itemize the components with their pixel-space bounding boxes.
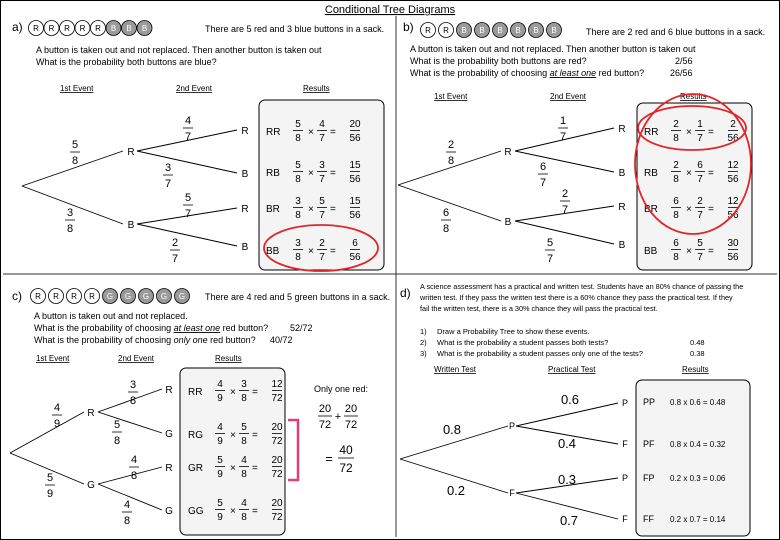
result-calculation: 0.2 x 0.3 = 0.06 — [670, 474, 726, 483]
section-b-sack-text: There are 2 red and 6 blue buttons in a sack. — [586, 27, 766, 37]
section-b-answer-3: 26/56 — [670, 68, 693, 78]
bead-icon — [91, 21, 106, 36]
svg-text:=: = — [252, 463, 258, 474]
section-c-header-results: Results — [215, 354, 242, 363]
svg-text:2: 2 — [673, 119, 679, 130]
svg-text:7: 7 — [164, 178, 172, 190]
tree-node-label: P — [621, 473, 629, 483]
section-d-header-results: Results — [682, 365, 709, 374]
svg-text:8: 8 — [241, 393, 247, 404]
svg-text:2: 2 — [697, 196, 703, 207]
section-c-beads — [31, 289, 190, 304]
tree-node-label: G — [87, 480, 95, 491]
svg-text:2: 2 — [673, 160, 679, 171]
svg-text:R: R — [35, 292, 41, 301]
tree-node-label: G — [165, 506, 173, 517]
svg-text:×: × — [686, 204, 692, 215]
svg-text:G: G — [178, 292, 186, 301]
section-d-paragraph-3: fail the written test, there is a 30% chance they will pass the practical test. — [420, 304, 658, 313]
svg-text:12: 12 — [271, 379, 283, 390]
svg-text:56: 56 — [349, 174, 361, 185]
svg-text:20: 20 — [349, 119, 361, 130]
svg-text:G: G — [106, 292, 114, 301]
section-c-header-first: 1st Event — [36, 354, 70, 363]
bead-icon — [103, 289, 118, 304]
svg-text:RB: RB — [644, 168, 658, 179]
section-a-header-first: 1st Event — [60, 84, 94, 93]
svg-text:7: 7 — [697, 252, 703, 263]
svg-text:2: 2 — [319, 238, 325, 249]
svg-text:8: 8 — [673, 174, 679, 185]
svg-text:5: 5 — [295, 160, 301, 171]
result-outcome: PF — [643, 439, 655, 449]
section-b-label: b) — [403, 20, 414, 34]
svg-text:BB: BB — [644, 246, 658, 257]
svg-text:=: = — [325, 451, 333, 466]
bead-icon — [511, 23, 526, 38]
section-d-paragraph-1: A science assessment has a practical and written test. Students have an 80% chance of passing the — [420, 282, 744, 291]
result-calculation: 0.8 x 0.6 = 0.48 — [670, 398, 726, 407]
task-number: 3) — [420, 349, 427, 358]
svg-text:5: 5 — [71, 139, 79, 151]
section-c-question-1: A button is taken out and not replaced. — [34, 311, 188, 321]
bead-icon — [75, 21, 90, 36]
section-a-question-1: A button is taken out and not replaced. Then another button is taken out — [36, 45, 322, 55]
bead-icon — [547, 23, 562, 38]
tree-node-label: B — [241, 169, 249, 180]
bead-icon — [122, 21, 137, 36]
svg-text:3: 3 — [241, 379, 247, 390]
svg-text:8: 8 — [673, 133, 679, 144]
task-text: What is the probability a student passes both tests? — [437, 338, 609, 347]
svg-text:20: 20 — [271, 455, 283, 466]
svg-text:5: 5 — [217, 498, 223, 509]
svg-text:7: 7 — [184, 131, 192, 143]
task-answer: 0.38 — [690, 349, 705, 358]
svg-text:×: × — [686, 246, 692, 257]
svg-text:12: 12 — [727, 160, 739, 171]
svg-text:6: 6 — [673, 196, 679, 207]
tree-node-label: R — [165, 385, 173, 396]
page-title: Conditional Tree Diagrams — [324, 4, 456, 16]
svg-text:5: 5 — [184, 192, 192, 204]
svg-text:9: 9 — [53, 418, 61, 430]
branch-probability: 0.4 — [557, 436, 577, 451]
section-d-paragraph-2: written test. If they pass the written test there is a 60% chance they pass the practical test. If they — [420, 293, 733, 302]
bead-icon — [44, 21, 59, 36]
tree-node-label: B — [504, 217, 512, 228]
svg-text:3: 3 — [66, 207, 74, 219]
bead-icon — [67, 289, 82, 304]
svg-text:=: = — [330, 204, 336, 215]
bead-icon — [139, 289, 154, 304]
tree-node-label: R — [504, 147, 512, 158]
svg-text:3: 3 — [164, 162, 172, 174]
svg-text:4: 4 — [241, 455, 247, 466]
tree-node-label: B — [241, 242, 249, 253]
svg-text:7: 7 — [319, 133, 325, 144]
task-number: 2) — [420, 338, 427, 347]
svg-text:×: × — [230, 463, 236, 474]
svg-text:R: R — [48, 24, 55, 33]
branch-probability: 0.6 — [560, 392, 580, 407]
svg-text:3: 3 — [319, 160, 325, 171]
tree-node-label: B — [127, 220, 135, 231]
svg-text:R: R — [53, 292, 59, 301]
svg-text:3: 3 — [295, 238, 301, 249]
tree-node-label: G — [165, 429, 173, 440]
svg-text:×: × — [686, 168, 692, 179]
svg-text:×: × — [230, 430, 236, 441]
svg-text:9: 9 — [217, 512, 223, 523]
svg-text:G: G — [124, 292, 132, 301]
svg-text:=: = — [708, 168, 714, 179]
svg-text:4: 4 — [319, 119, 325, 130]
svg-text:20: 20 — [344, 403, 358, 415]
svg-text:4: 4 — [217, 422, 223, 433]
tree-node-label: B — [618, 168, 626, 179]
svg-text:56: 56 — [349, 210, 361, 221]
svg-text:20: 20 — [271, 422, 283, 433]
svg-text:R: R — [71, 292, 77, 301]
section-b-header-results: Results — [680, 92, 707, 101]
svg-text:B: B — [533, 26, 539, 35]
svg-text:R: R — [33, 24, 39, 33]
task-answer: 0.48 — [690, 338, 705, 347]
svg-text:56: 56 — [727, 133, 739, 144]
tree-node-label: R — [87, 408, 95, 419]
svg-text:R: R — [64, 24, 70, 33]
svg-text:72: 72 — [271, 436, 283, 447]
svg-text:×: × — [308, 204, 314, 215]
section-a-header-second: 2nd Event — [176, 84, 213, 93]
section-a-header-results: Results — [303, 84, 330, 93]
svg-text:7: 7 — [184, 208, 192, 220]
section-b-question-1: A button is taken out and not replaced. Then another button is taken out — [410, 44, 696, 54]
svg-text:15: 15 — [349, 160, 361, 171]
bead-icon — [137, 21, 152, 36]
branch-probability: 0.8 — [442, 422, 462, 437]
svg-text:72: 72 — [344, 419, 358, 431]
svg-text:40: 40 — [339, 443, 353, 457]
svg-text:7: 7 — [546, 253, 554, 265]
branch-probability: 0.3 — [557, 472, 577, 487]
section-c-answer-2: 52/72 — [290, 323, 313, 333]
svg-text:×: × — [686, 127, 692, 138]
svg-text:5: 5 — [217, 455, 223, 466]
section-c-note: Only one red: — [314, 384, 369, 394]
bead-icon — [106, 21, 121, 36]
svg-text:B: B — [497, 26, 503, 35]
svg-text:7: 7 — [697, 210, 703, 221]
svg-text:RR: RR — [266, 127, 281, 138]
svg-text:5: 5 — [295, 119, 301, 130]
section-c-sack-text: There are 4 red and 5 green buttons in a sack. — [205, 292, 391, 302]
bead-icon — [421, 23, 436, 38]
section-d-label: d) — [400, 286, 411, 300]
svg-text:=: = — [252, 506, 258, 517]
svg-text:8: 8 — [129, 395, 137, 407]
svg-text:20: 20 — [271, 498, 283, 509]
svg-text:56: 56 — [349, 252, 361, 263]
tree-node-label: P — [621, 398, 629, 408]
tree-node-label: P — [508, 421, 516, 431]
svg-text:8: 8 — [241, 469, 247, 480]
tree-node-label: R — [618, 124, 626, 135]
svg-text:7: 7 — [171, 253, 179, 265]
svg-text:2: 2 — [561, 188, 569, 200]
section-d-header-written: Written Test — [434, 365, 476, 374]
svg-text:8: 8 — [241, 512, 247, 523]
svg-text:72: 72 — [318, 419, 332, 431]
svg-text:3: 3 — [129, 379, 137, 391]
svg-text:30: 30 — [727, 238, 739, 249]
section-b-answer-2: 2/56 — [675, 56, 693, 66]
svg-text:8: 8 — [123, 515, 131, 527]
svg-text:6: 6 — [697, 160, 703, 171]
section-c-question-3: What is the probability of choosing only one red button? — [34, 335, 256, 345]
svg-text:5: 5 — [113, 419, 121, 431]
section-d-header-practical: Practical Test — [548, 365, 596, 374]
section-a-label: a) — [12, 20, 23, 34]
branch-probability: 0.2 — [446, 483, 466, 498]
svg-text:4: 4 — [130, 454, 138, 466]
svg-text:56: 56 — [727, 210, 739, 221]
svg-text:B: B — [479, 26, 485, 35]
svg-text:9: 9 — [217, 393, 223, 404]
svg-text:=: = — [708, 204, 714, 215]
svg-text:5: 5 — [546, 237, 554, 249]
svg-text:G: G — [142, 292, 150, 301]
result-outcome: FF — [643, 514, 654, 524]
svg-text:7: 7 — [319, 210, 325, 221]
bead-icon — [29, 21, 44, 36]
bead-icon — [493, 23, 508, 38]
task-text: Draw a Probability Tree to show these events. — [437, 327, 590, 336]
svg-text:+: + — [334, 411, 342, 423]
svg-text:9: 9 — [217, 436, 223, 447]
bead-icon — [457, 23, 472, 38]
svg-text:R: R — [89, 292, 95, 301]
svg-text:B: B — [141, 24, 148, 33]
svg-text:15: 15 — [349, 196, 361, 207]
svg-text:2: 2 — [730, 119, 736, 130]
svg-text:7: 7 — [319, 174, 325, 185]
svg-text:4: 4 — [184, 115, 192, 127]
tree-node-label: F — [622, 439, 628, 449]
svg-text:B: B — [515, 26, 521, 35]
svg-text:20: 20 — [318, 403, 332, 415]
svg-text:×: × — [230, 506, 236, 517]
svg-text:×: × — [308, 127, 314, 138]
section-c-header-second: 2nd Event — [118, 354, 155, 363]
section-a-sack-text: There are 5 red and 3 blue buttons in a sack. — [205, 24, 385, 34]
section-b-question-3: What is the probability of choosing at least one red button? — [410, 68, 645, 78]
result-outcome: FP — [643, 473, 655, 483]
svg-text:9: 9 — [217, 469, 223, 480]
svg-text:RR: RR — [644, 127, 659, 138]
result-outcome: PP — [643, 397, 656, 407]
svg-text:=: = — [252, 387, 258, 398]
section-b-question-2: What is the probability both buttons are red? — [410, 56, 587, 66]
svg-text:=: = — [330, 127, 336, 138]
svg-text:8: 8 — [447, 155, 455, 167]
result-calculation: 0.8 x 0.4 = 0.32 — [670, 440, 726, 449]
svg-text:7: 7 — [559, 131, 567, 143]
svg-text:8: 8 — [295, 252, 301, 263]
svg-text:72: 72 — [339, 461, 353, 475]
bead-icon — [475, 23, 490, 38]
bead-icon — [31, 289, 46, 304]
bead-icon — [85, 289, 100, 304]
bead-icon — [529, 23, 544, 38]
svg-text:8: 8 — [241, 436, 247, 447]
svg-text:7: 7 — [539, 177, 547, 189]
svg-text:6: 6 — [352, 238, 358, 249]
tree-node-label: R — [241, 204, 249, 215]
task-text: What is the probability a student passes only one of the tests? — [437, 349, 643, 358]
result-calculation: 0.2 x 0.7 = 0.14 — [670, 515, 726, 524]
svg-text:6: 6 — [539, 161, 547, 173]
svg-text:7: 7 — [319, 252, 325, 263]
svg-text:R: R — [95, 24, 101, 33]
section-c-question-2: What is the probability of choosing at least one red button? — [34, 323, 269, 333]
svg-text:GR: GR — [188, 463, 203, 474]
tree-node-label: R — [165, 463, 173, 474]
svg-text:8: 8 — [113, 435, 121, 447]
svg-text:7: 7 — [697, 133, 703, 144]
bead-icon — [175, 289, 190, 304]
svg-text:72: 72 — [271, 393, 283, 404]
svg-text:=: = — [330, 246, 336, 257]
svg-text:=: = — [330, 168, 336, 179]
svg-text:5: 5 — [46, 472, 54, 484]
svg-text:BR: BR — [644, 204, 658, 215]
svg-text:=: = — [252, 430, 258, 441]
svg-text:BB: BB — [266, 246, 280, 257]
bead-icon — [439, 23, 454, 38]
svg-text:RG: RG — [188, 430, 203, 441]
section-c-label: c) — [12, 289, 22, 303]
svg-text:56: 56 — [727, 252, 739, 263]
svg-text:8: 8 — [66, 223, 74, 235]
svg-text:5: 5 — [241, 422, 247, 433]
section-c-answer-3: 40/72 — [270, 335, 293, 345]
svg-text:B: B — [126, 24, 132, 33]
svg-text:72: 72 — [271, 469, 283, 480]
svg-text:2: 2 — [447, 139, 455, 151]
svg-text:B: B — [110, 24, 117, 33]
svg-text:×: × — [230, 387, 236, 398]
bead-icon — [121, 289, 136, 304]
branch-probability: 0.7 — [559, 513, 579, 528]
svg-text:1: 1 — [697, 119, 703, 130]
svg-text:8: 8 — [295, 174, 301, 185]
svg-text:B: B — [461, 26, 467, 35]
tree-node-label: F — [509, 488, 515, 498]
svg-text:4: 4 — [53, 402, 61, 414]
svg-text:R: R — [425, 26, 431, 35]
svg-text:8: 8 — [673, 210, 679, 221]
svg-text:6: 6 — [442, 207, 450, 219]
svg-text:5: 5 — [319, 196, 325, 207]
svg-text:×: × — [308, 168, 314, 179]
svg-text:G: G — [160, 292, 168, 301]
svg-text:=: = — [708, 127, 714, 138]
svg-text:8: 8 — [295, 210, 301, 221]
svg-text:12: 12 — [727, 196, 739, 207]
svg-text:3: 3 — [295, 196, 301, 207]
svg-text:56: 56 — [727, 174, 739, 185]
svg-text:9: 9 — [46, 488, 54, 500]
tree-node-label: F — [622, 514, 628, 524]
svg-text:=: = — [708, 246, 714, 257]
svg-text:8: 8 — [295, 133, 301, 144]
task-number: 1) — [420, 327, 427, 336]
svg-text:72: 72 — [271, 512, 283, 523]
svg-text:R: R — [443, 26, 449, 35]
svg-text:8: 8 — [673, 252, 679, 263]
svg-text:4: 4 — [123, 499, 131, 511]
bead-icon — [49, 289, 64, 304]
svg-text:7: 7 — [561, 204, 569, 216]
section-a-question-2: What is the probability both buttons are blue? — [36, 57, 217, 67]
svg-text:8: 8 — [130, 470, 138, 482]
svg-text:×: × — [308, 246, 314, 257]
section-b-header-first: 1st Event — [434, 92, 468, 101]
svg-text:GG: GG — [188, 506, 204, 517]
svg-text:R: R — [79, 24, 86, 33]
svg-text:8: 8 — [71, 155, 79, 167]
tree-node-label: B — [618, 240, 626, 251]
svg-text:4: 4 — [217, 379, 223, 390]
svg-text:BR: BR — [266, 204, 280, 215]
tree-node-label: R — [127, 147, 135, 158]
tree-node-label: R — [241, 126, 249, 137]
svg-text:RR: RR — [188, 387, 203, 398]
svg-text:B: B — [551, 26, 557, 35]
svg-text:56: 56 — [349, 133, 361, 144]
svg-text:7: 7 — [697, 174, 703, 185]
svg-text:4: 4 — [241, 498, 247, 509]
svg-text:1: 1 — [559, 115, 567, 127]
svg-text:RB: RB — [266, 168, 280, 179]
svg-text:5: 5 — [697, 238, 703, 249]
tree-node-label: R — [618, 202, 626, 213]
svg-text:2: 2 — [171, 237, 179, 249]
svg-text:8: 8 — [442, 223, 450, 235]
bead-icon — [60, 21, 75, 36]
svg-text:6: 6 — [673, 238, 679, 249]
section-b-header-second: 2nd Event — [550, 92, 587, 101]
bead-icon — [157, 289, 172, 304]
